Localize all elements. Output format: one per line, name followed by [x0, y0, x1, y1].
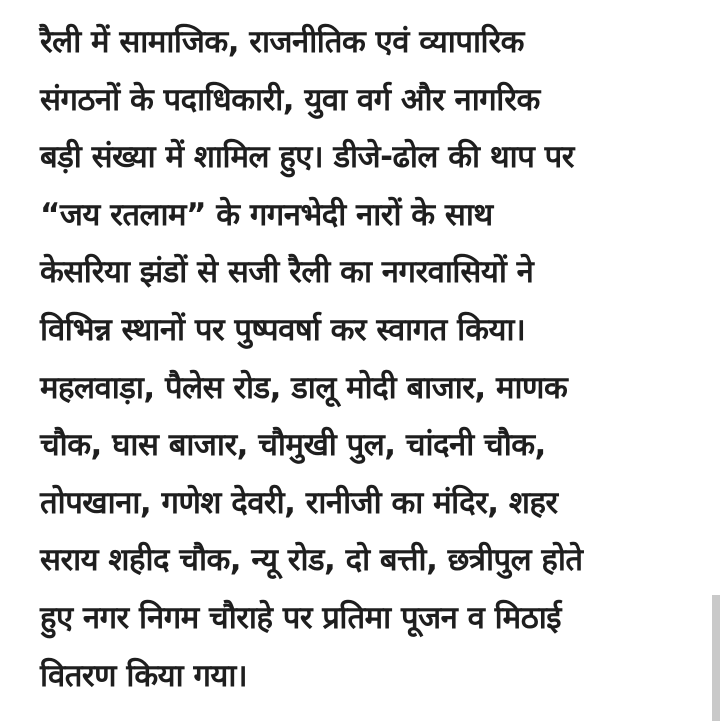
article-line: महलवाड़ा, पैलेस रोड, डालू मोदी बाजार, माणक: [40, 369, 568, 406]
article-line: हुए नगर निगम चौराहे पर प्रतिमा पूजन व मिठाई: [40, 599, 561, 636]
article-line: रैली में सामाजिक, राजनीतिक एवं व्यापारिक: [40, 24, 524, 60]
article-line: “जय रतलाम” के गगनभेदी नारों के साथ: [40, 196, 493, 233]
article-paragraph: [40, 14, 716, 705]
article-line: चौक, घास बाजार, चौमुखी पुल, चांदनी चौक,: [40, 427, 546, 464]
article-line: विभिन्न स्थानों पर पुष्पवर्षा कर स्वागत किया।: [40, 311, 526, 348]
article-line: बड़ी संख्या में शामिल हुए। डीजे-ढोल की थाप पर: [40, 139, 574, 176]
article-line: केसरिया झंडों से सजी रैली का नगरवासियों ने: [40, 254, 534, 291]
article-line: संगठनों के पदाधिकारी, युवा वर्ग और नागरिक: [40, 81, 540, 118]
article-line: वितरण किया गया।: [40, 657, 248, 694]
article-line: सराय शहीद चौक, न्यू रोड, दो बत्ती, छत्रीपुल होते: [40, 542, 583, 579]
scrollbar-thumb[interactable]: [712, 595, 720, 721]
article-line: तोपखाना, गणेश देवरी, रानीजी का मंदिर, शहर: [40, 484, 558, 521]
